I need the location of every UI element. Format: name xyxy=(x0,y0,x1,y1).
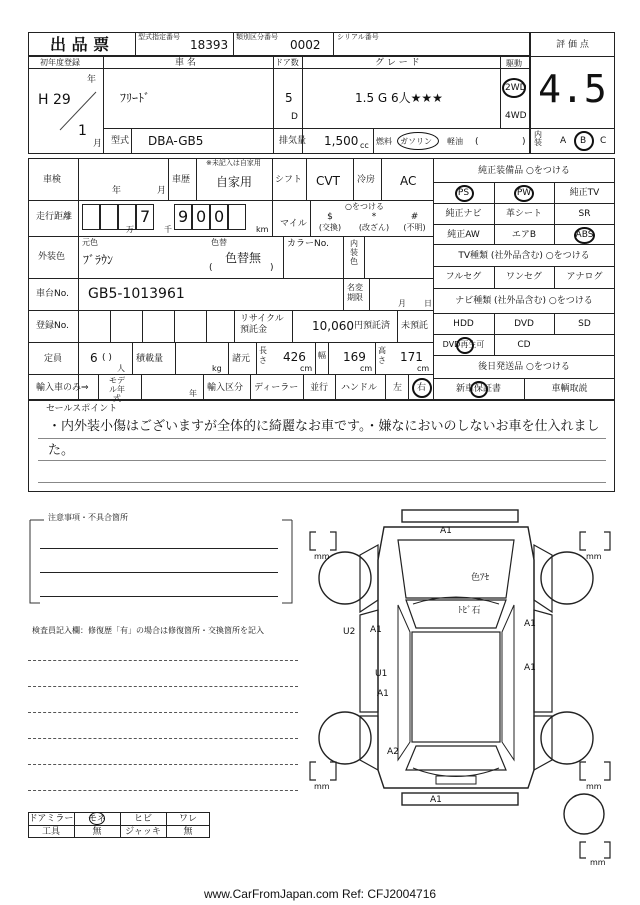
navi-sd: SD xyxy=(578,319,591,329)
import-label: 輸入車のみ⇒ xyxy=(36,383,89,393)
height-value: 171 xyxy=(400,350,423,364)
original-color: ﾌﾞﾗｳﾝ xyxy=(83,253,114,267)
load-label: 積載量 xyxy=(136,354,164,364)
vehicle-name: ﾌﾘｰﾄﾞ xyxy=(120,91,151,105)
interior-c: C xyxy=(600,136,607,146)
interior-a: A xyxy=(560,136,567,146)
mileage-sen-unit: 千 xyxy=(164,225,172,234)
damage-left-side: U2 xyxy=(343,627,356,637)
acc-mone: モネ xyxy=(87,814,106,824)
navi-dvd: DVD xyxy=(514,319,534,329)
history-label: 車歴 xyxy=(172,175,191,185)
damage-left-quarter: A2 xyxy=(387,747,399,757)
type-value: DBA-GB5 xyxy=(148,134,204,148)
damage-right-front-door: A1 xyxy=(524,619,536,629)
ac-value: AC xyxy=(400,174,417,188)
evaluation-label: 評 価 点 xyxy=(556,40,589,50)
width-label: 幅 xyxy=(318,351,326,360)
fuel-label: 燃料 xyxy=(376,137,392,146)
width-unit: cm xyxy=(360,364,373,373)
length-label: 長さ xyxy=(259,346,267,365)
registration-era: H 29 xyxy=(38,92,71,108)
damage-front-bumper: A1 xyxy=(440,526,452,536)
recycle-not-deposited: 未預託 xyxy=(401,321,429,331)
damage-right-rear-door: A1 xyxy=(524,663,536,673)
altered-label: (改ざん) xyxy=(358,223,390,232)
unknown-symbol: # xyxy=(410,212,419,222)
equip-ps: PS xyxy=(457,188,470,198)
doors-value: 5 xyxy=(285,91,293,105)
type-label: 型式 xyxy=(111,136,130,146)
doors-label: ドア数 xyxy=(275,58,299,67)
damage-left-rear-door: U1 xyxy=(375,669,388,679)
fuel-diesel: 軽油 xyxy=(447,137,463,146)
damage-windshield: ﾄﾋﾞ石 xyxy=(458,606,481,616)
registration-year-unit: 年 xyxy=(87,75,97,85)
drive-2wd: 2WD xyxy=(505,83,527,93)
class-number: 0002 xyxy=(290,38,321,52)
evaluation-score: 4.5 xyxy=(538,67,607,111)
dimensions-label: 諸元 xyxy=(232,354,251,364)
vehicle-name-label: 車 名 xyxy=(175,58,196,68)
equip-sr: SR xyxy=(578,209,591,219)
damage-left-rear-door-2: A1 xyxy=(377,689,389,699)
recycle-unit: 円預託済 xyxy=(354,321,391,331)
later-title: 後日発送品 ○をつける xyxy=(478,362,570,372)
equip-leather: 革シート xyxy=(505,209,542,219)
equip-navi: 純正ナビ xyxy=(445,209,482,219)
acc-ware: ワレ xyxy=(178,814,197,824)
tv-title: TV種類 (社外品含む) ○をつける xyxy=(458,251,590,261)
navi-hdd: HDD xyxy=(453,319,474,329)
interior-label: 内装 xyxy=(534,130,542,147)
color-no-label: カラーNo. xyxy=(287,239,329,249)
regno-label: 登録No. xyxy=(36,321,69,331)
tv-fullseg: フルセグ xyxy=(445,272,482,282)
footer-watermark: www.CarFromJapan.com Ref: CFJ2004716 xyxy=(203,887,437,901)
later-warranty: 新車保証書 xyxy=(455,384,501,394)
capacity-paren: ( ) xyxy=(102,353,112,363)
mileage-km-unit: km xyxy=(256,225,269,234)
registration-month: 1 xyxy=(78,123,87,139)
later-manual: 車輌取説 xyxy=(551,384,588,394)
capacity-label: 定員 xyxy=(44,354,63,364)
model-year-unit: 年 xyxy=(189,389,197,398)
handle-left: 左 xyxy=(393,383,403,393)
equipment-title: 純正装備品 ○をつける xyxy=(478,166,570,176)
repaint-value: 色替無 xyxy=(225,251,262,265)
length-value: 426 xyxy=(283,350,306,364)
chassis-label: 車台No. xyxy=(36,289,69,299)
mm-rear-right: mm xyxy=(586,782,602,791)
term-month: 月 xyxy=(398,299,406,308)
mm-spare: mm xyxy=(590,858,606,867)
exchange-symbol: $ xyxy=(327,212,333,222)
equip-tv: 純正TV xyxy=(569,188,600,198)
mileage-digit-1: 7 xyxy=(140,207,151,226)
acc-mone-circle xyxy=(89,812,105,825)
shift-value: CVT xyxy=(316,174,340,188)
term-day: 日 xyxy=(424,299,432,308)
import-class-label: 輸入区分 xyxy=(207,383,244,393)
unregistered-note: ※未記入は自家用 xyxy=(206,159,261,167)
fuel-gasoline: ガソリン xyxy=(400,137,432,146)
serial-number-label: シリアル番号 xyxy=(337,33,379,41)
length-unit: cm xyxy=(300,364,313,373)
color-label: 外装色 xyxy=(38,252,66,262)
mile-label: マイル xyxy=(280,219,307,229)
displacement-unit: cc xyxy=(360,141,369,150)
term-label: 名変期限 xyxy=(347,283,363,302)
registration-label: 初年度登録 xyxy=(40,58,80,67)
damage-hood: 色ｱｾ xyxy=(471,573,490,583)
exchange-label: (交換) xyxy=(318,223,342,232)
equip-pw: PW xyxy=(516,188,532,198)
capacity-unit: 人 xyxy=(117,364,125,373)
mileage-digit-3: 0 xyxy=(196,207,207,226)
drive-label: 駆動 xyxy=(506,59,522,68)
model-year-label: モデル年式 xyxy=(109,376,125,403)
unknown-label: (不明) xyxy=(403,223,426,232)
acc-hibi: ヒビ xyxy=(133,814,152,824)
shift-label: シフト xyxy=(275,175,303,185)
inspector-label: 検査員記入欄：修復歴「有」の場合は修復箇所・交換箇所を記入 xyxy=(32,626,264,635)
tv-oneseg: ワンセグ xyxy=(505,272,542,282)
navi-dvd-play: DVD再生可 xyxy=(442,340,485,349)
mileage-digit-2: 9 xyxy=(178,207,189,226)
ac-label: 冷房 xyxy=(357,175,376,185)
mileage-label: 走行距離 xyxy=(36,212,73,222)
navi-title: ナビ種類 (社外品含む) ○をつける xyxy=(455,296,593,306)
sales-point-line-2: た。 xyxy=(48,443,75,458)
interior-color-label: 内装色 xyxy=(350,239,358,266)
acc-tools-value: 無 xyxy=(92,827,102,837)
class-number-label: 類別区分番号 xyxy=(236,33,278,41)
grade-value: 1.5 G 6人★★★ xyxy=(355,91,443,105)
import-dealer: ディーラー xyxy=(254,383,299,393)
tv-analog: アナログ xyxy=(566,272,603,282)
load-unit: kg xyxy=(212,364,222,373)
fuel-other-open: ( xyxy=(475,137,479,147)
drive-4wd: 4WD xyxy=(505,111,527,121)
capacity-value: 6 xyxy=(90,351,98,365)
width-value: 169 xyxy=(343,350,366,364)
equip-airbag: エアB xyxy=(511,230,537,240)
sales-point-line-1: ・内外装小傷はございますが全体的に綺麗なお車です。・嫌なにおいのしないお車を仕入れまし xyxy=(48,419,600,434)
original-color-label: 元色 xyxy=(82,238,98,247)
height-unit: cm xyxy=(417,364,430,373)
handle-label: ハンドル xyxy=(341,383,378,393)
acc-jack-value: 無 xyxy=(183,827,193,837)
model-number: 18393 xyxy=(190,38,229,52)
recycle-label: リサイクル預託金 xyxy=(240,314,284,335)
displacement-label: 排気量 xyxy=(279,136,307,146)
altered-symbol: * xyxy=(371,212,377,222)
door-type: D xyxy=(291,112,298,122)
mileage-mark-label: ○をつける xyxy=(345,202,384,211)
history-value: 自家用 xyxy=(216,175,253,189)
equip-aw: 純正AW xyxy=(447,230,480,240)
chassis-value: GB5-1013961 xyxy=(88,286,185,302)
grade-label: グ レ ー ド xyxy=(375,58,420,68)
sales-point-label: セールスポイント xyxy=(46,404,118,414)
acc-jack-label: ジャッキ xyxy=(125,827,161,837)
navi-cd: CD xyxy=(517,340,531,350)
repaint-close-paren: ) xyxy=(270,263,274,273)
model-number-label: 型式指定番号 xyxy=(138,33,180,41)
damage-left-front-door: A1 xyxy=(370,625,382,635)
repaint-label: 色替 xyxy=(211,238,227,247)
height-label: 高さ xyxy=(378,346,386,365)
mm-rear-left: mm xyxy=(314,782,330,791)
handle-right: 右 xyxy=(417,383,427,393)
mileage-man-unit: 万 xyxy=(126,225,134,234)
registration-month-unit: 月 xyxy=(93,139,103,149)
fuel-other-close: ) xyxy=(522,137,526,147)
notes-label: 注意事項・不具合箇所 xyxy=(48,513,128,522)
mm-front-right: mm xyxy=(586,552,602,561)
damage-rear-bumper: A1 xyxy=(430,795,442,805)
mm-front-left: mm xyxy=(314,552,330,561)
displacement-value: 1,500 xyxy=(324,134,359,148)
import-parallel: 並行 xyxy=(310,383,329,393)
inspection-label: 車検 xyxy=(43,175,62,185)
equip-abs: ABS xyxy=(575,230,594,240)
inspection-year: 年 xyxy=(112,186,122,196)
interior-b: B xyxy=(580,136,587,146)
recycle-value: 10,060 xyxy=(312,319,354,333)
inspection-month: 月 xyxy=(157,186,167,196)
acc-door-mirror: ドアミラー xyxy=(28,814,74,824)
mileage-digit-4: 0 xyxy=(214,207,225,226)
repaint-open-paren: ( xyxy=(209,263,213,273)
sheet-title: 出 品 票 xyxy=(50,35,110,54)
acc-tools-label: 工具 xyxy=(41,827,60,837)
